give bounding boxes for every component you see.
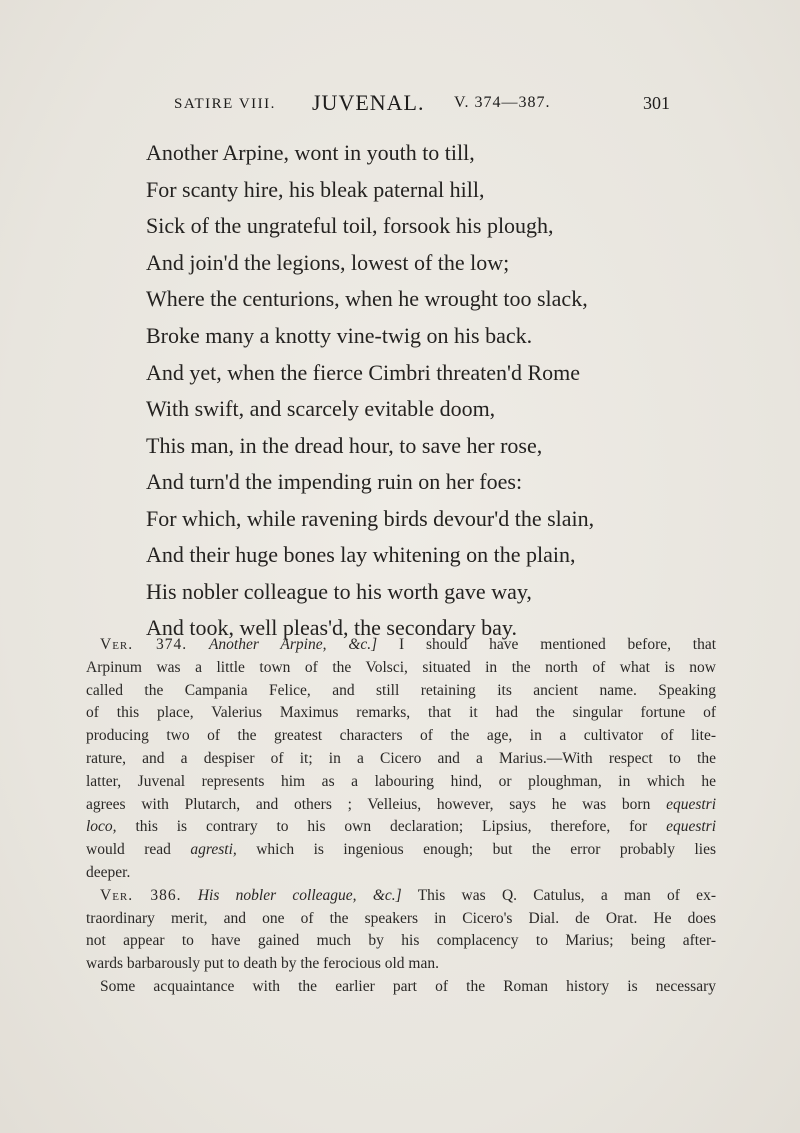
satire-number: SATIRE VIII.	[174, 96, 276, 112]
running-head	[0, 90, 800, 120]
poem-line: Where the centurions, when he wrought too slack,	[146, 286, 588, 311]
verse-range: V. 374—387.	[454, 94, 551, 111]
poem-line: For scanty hire, his bleak paternal hill,	[146, 177, 485, 202]
poem-line: And turn'd the impending ruin on her foes:	[146, 469, 523, 494]
poem-line: Sick of the ungrateful toil, forsook his plough,	[146, 213, 554, 238]
poem-line: With swift, and scarcely evitable doom,	[146, 396, 496, 421]
note-lemma: Another Arpine, &c.]	[208, 636, 378, 653]
poem-line: Broke many a knotty vine-twig on his back.	[146, 323, 533, 348]
footnotes	[86, 634, 716, 999]
poem-line: For which, while ravening birds devour'd the slain,	[146, 506, 595, 531]
poem-line: And took, well pleas'd, the secondary bay.	[146, 615, 517, 640]
note-reference: Ver. 386.	[100, 886, 182, 904]
note-reference: Ver. 374.	[100, 636, 188, 653]
poem-line: And their huge bones lay whitening on the plain,	[146, 542, 576, 567]
poem-line: His nobler colleague to his worth gave way,	[146, 579, 532, 604]
author-title: JUVENAL.	[312, 90, 425, 115]
note-lemma: His nobler colleague, &c.]	[197, 886, 402, 904]
note-continuation: Some acquaintance with the earlier part of the Roman history is necessary	[100, 977, 716, 995]
poem-line: And join'd the legions, lowest of the low;	[146, 250, 510, 275]
note-ver-374: Ver. 374. Another Arpine, &c.] I should have mentioned before, that Arpinum was a little town of the Volsci, situated in the north of what is now called the Campania Felice, and still retaining its ancient name. Speaking of this place, Valerius Maximus remarks, that it had the singular fortune of producing two of the greatest characters of the age, in a cultivator of lite- rature, and a despiser of it; in a Cicero and a Marius.—With respect to the latter, Juvenal represents him as a labouring hind, or ploughman, in which he agrees with Plutarch, and others ; Velleius, however, says he was born equestri loco, this is contrary to his own declaration; Lipsius, therefore, for equestri would read agresti, which is ingenious enough; but the error probably lies deeper.	[86, 636, 717, 881]
page-number: 301	[643, 93, 670, 113]
note-ver-386: Ver. 386. His nobler colleague, &c.] This was Q. Catulus, a man of ex- traordinary merit, and one of the speakers in Cicero's Dial. de Orat. He does not appear to have gained much by his complacency to Marius; being after- wards barbarously put to death by the ferocious old man.	[86, 886, 716, 973]
poem-line: And yet, when the fierce Cimbri threaten'd Rome	[146, 360, 581, 385]
poem-line: This man, in the dread hour, to save her rose,	[146, 433, 543, 458]
poem-line: Another Arpine, wont in youth to till,	[146, 140, 475, 165]
